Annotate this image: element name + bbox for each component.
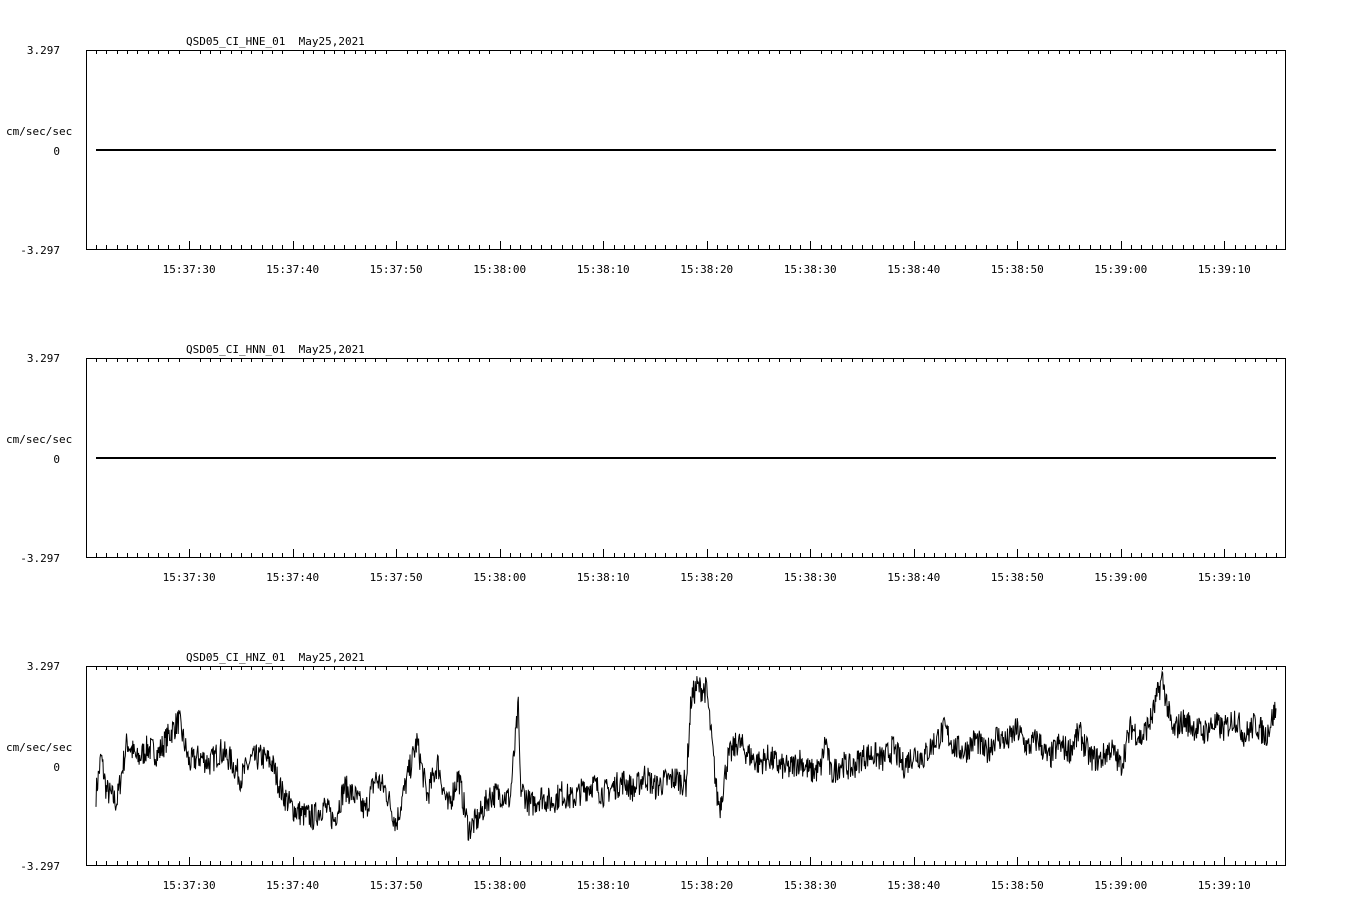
x-tick-label: 15:38:50: [990, 571, 1044, 584]
x-tick-label: 15:37:40: [266, 263, 320, 276]
x-tick-label: 15:38:00: [473, 571, 527, 584]
y-tick-label-zero: 0: [53, 761, 60, 774]
x-tick-label: 15:38:00: [473, 879, 527, 892]
y-tick-label-min: -3.297: [20, 244, 60, 257]
x-tick-label: 15:38:10: [576, 571, 630, 584]
waveform-trace: [96, 672, 1276, 840]
panel-hnz: [6, 651, 1286, 892]
x-tick-label: 15:37:50: [369, 263, 423, 276]
x-tick-label: 15:38:30: [783, 571, 837, 584]
y-axis-label: cm/sec/sec: [6, 741, 73, 754]
y-tick-label-max: 3.297: [26, 352, 60, 365]
x-tick-label: 15:37:40: [266, 879, 320, 892]
y-tick-label-max: 3.297: [26, 660, 60, 673]
x-tick-label: 15:39:10: [1197, 879, 1251, 892]
x-tick-label: 15:39:10: [1197, 263, 1251, 276]
y-tick-label-zero: 0: [53, 453, 60, 466]
x-tick-label: 15:38:10: [576, 879, 630, 892]
x-tick-label: 15:38:40: [887, 571, 941, 584]
x-tick-label: 15:39:00: [1094, 263, 1148, 276]
y-axis-label: cm/sec/sec: [6, 125, 73, 138]
x-tick-label: 15:38:10: [576, 263, 630, 276]
x-axis-labels: [163, 263, 1251, 276]
x-tick-label: 15:39:00: [1094, 879, 1148, 892]
x-tick-label: 15:39:10: [1197, 571, 1251, 584]
x-tick-label: 15:38:00: [473, 263, 527, 276]
x-tick-label: 15:37:50: [369, 879, 423, 892]
panel-title: QSD05_CI_HNE_01 May25,2021: [186, 35, 365, 48]
x-tick-label: 15:38:40: [887, 263, 941, 276]
x-axis-labels: [163, 879, 1251, 892]
x-tick-label: 15:38:20: [680, 879, 734, 892]
x-tick-label: 15:38:50: [990, 879, 1044, 892]
x-tick-label: 15:37:40: [266, 571, 320, 584]
panel-title: QSD05_CI_HNZ_01 May25,2021: [186, 651, 365, 664]
x-tick-label: 15:39:00: [1094, 571, 1148, 584]
x-tick-label: 15:38:20: [680, 571, 734, 584]
y-tick-label-max: 3.297: [26, 44, 60, 57]
x-tick-label: 15:38:30: [783, 879, 837, 892]
panel-hne: [6, 35, 1286, 276]
x-tick-label: 15:37:50: [369, 571, 423, 584]
x-tick-label: 15:38:50: [990, 263, 1044, 276]
y-tick-label-zero: 0: [53, 145, 60, 158]
x-tick-label: 15:37:30: [162, 263, 216, 276]
y-tick-label-min: -3.297: [20, 860, 60, 873]
x-tick-label: 15:38:40: [887, 879, 941, 892]
y-axis-label: cm/sec/sec: [6, 433, 73, 446]
x-axis-labels: [163, 571, 1251, 584]
x-tick-label: 15:38:20: [680, 263, 734, 276]
x-tick-label: 15:37:30: [162, 571, 216, 584]
x-tick-label: 15:38:30: [783, 263, 837, 276]
panel-hnn: [6, 343, 1286, 584]
x-tick-label: 15:37:30: [162, 879, 216, 892]
y-tick-label-min: -3.297: [20, 552, 60, 565]
panel-title: QSD05_CI_HNN_01 May25,2021: [186, 343, 365, 356]
plot-frame: [87, 667, 1286, 866]
